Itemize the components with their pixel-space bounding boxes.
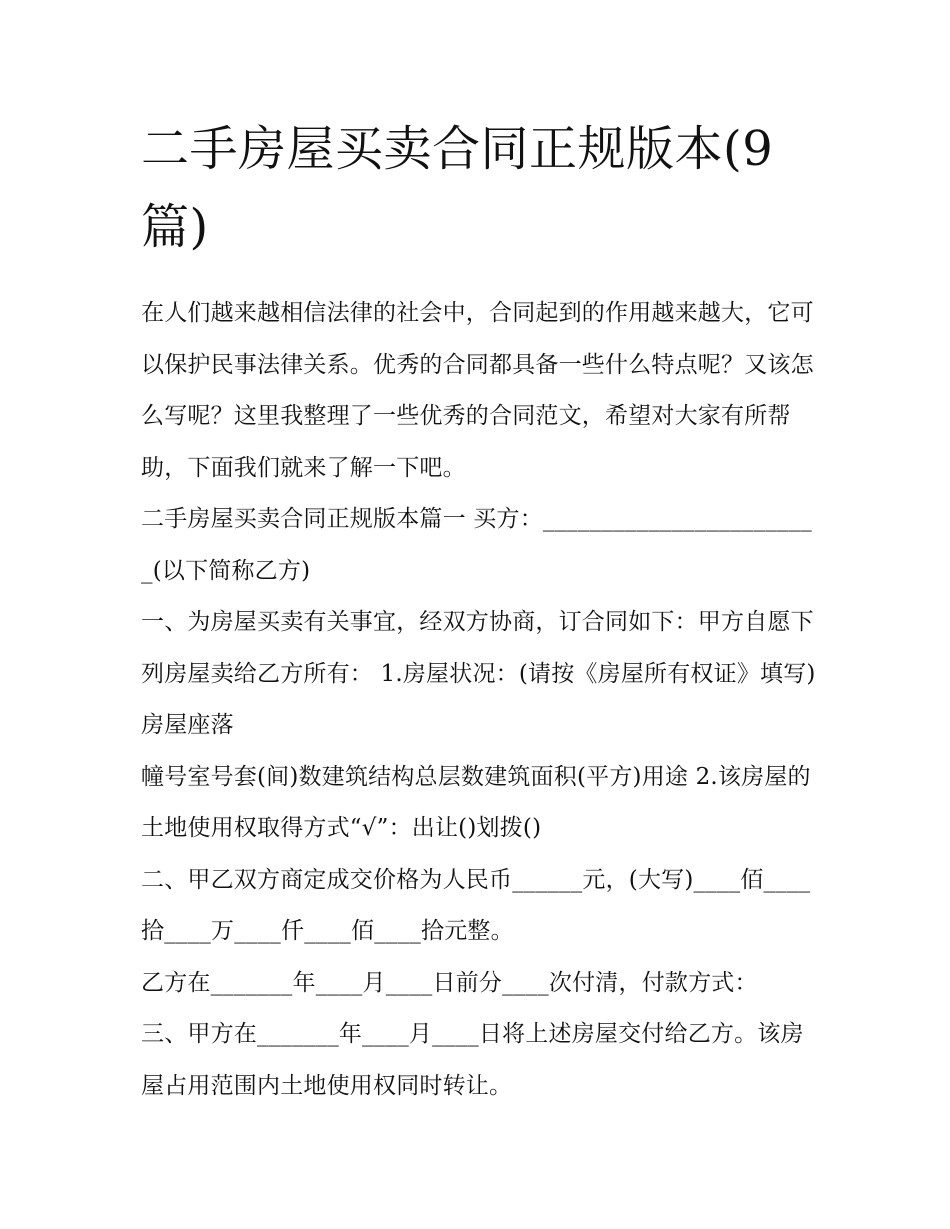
intro-paragraph: 在人们越来越相信法律的社会中，合同起到的作用越来越大，它可以保护民事法律关系。优秀的合同都具备一些什么特点呢？又该怎么写呢？这里我整理了一些优秀的合同范文，希望对大家有所帮助，下面我们就来了解一下吧。 xyxy=(141,300,814,481)
document-title: 二手房屋买卖合同正规版本(9篇) xyxy=(141,121,774,255)
clause-three-paragraph: 三、甲方在_______年____月____日将上述房屋交付给乙方。该房屋占用范围内土地使用权同时转让。 xyxy=(141,1021,804,1099)
clause-one-paragraph: 一、为房屋买卖有关事宜，经双方协商，订合同如下：甲方自愿下列房屋卖给乙方所有： 1.房屋状况：(请按《房屋所有权证》填写) 房屋座落 xyxy=(141,609,816,738)
clause-two-paragraph: 二、甲乙双方商定成交价格为人民币______元，(大写)____佰____拾____万____仟____佰____拾元整。 xyxy=(141,866,811,944)
property-details-paragraph: 幢号室号套(间)数建筑结构总层数建筑面积(平方)用途 2.该房屋的土地使用权取得方式“√”：出让()划拨() xyxy=(141,763,811,841)
document-body xyxy=(141,110,821,1112)
payment-paragraph: 乙方在_______年____月____日前分____次付清，付款方式： xyxy=(141,969,758,996)
buyer-paragraph: 二手房屋买卖合同正规版本篇一 买方：________________________(以下简称乙方) xyxy=(141,506,813,584)
